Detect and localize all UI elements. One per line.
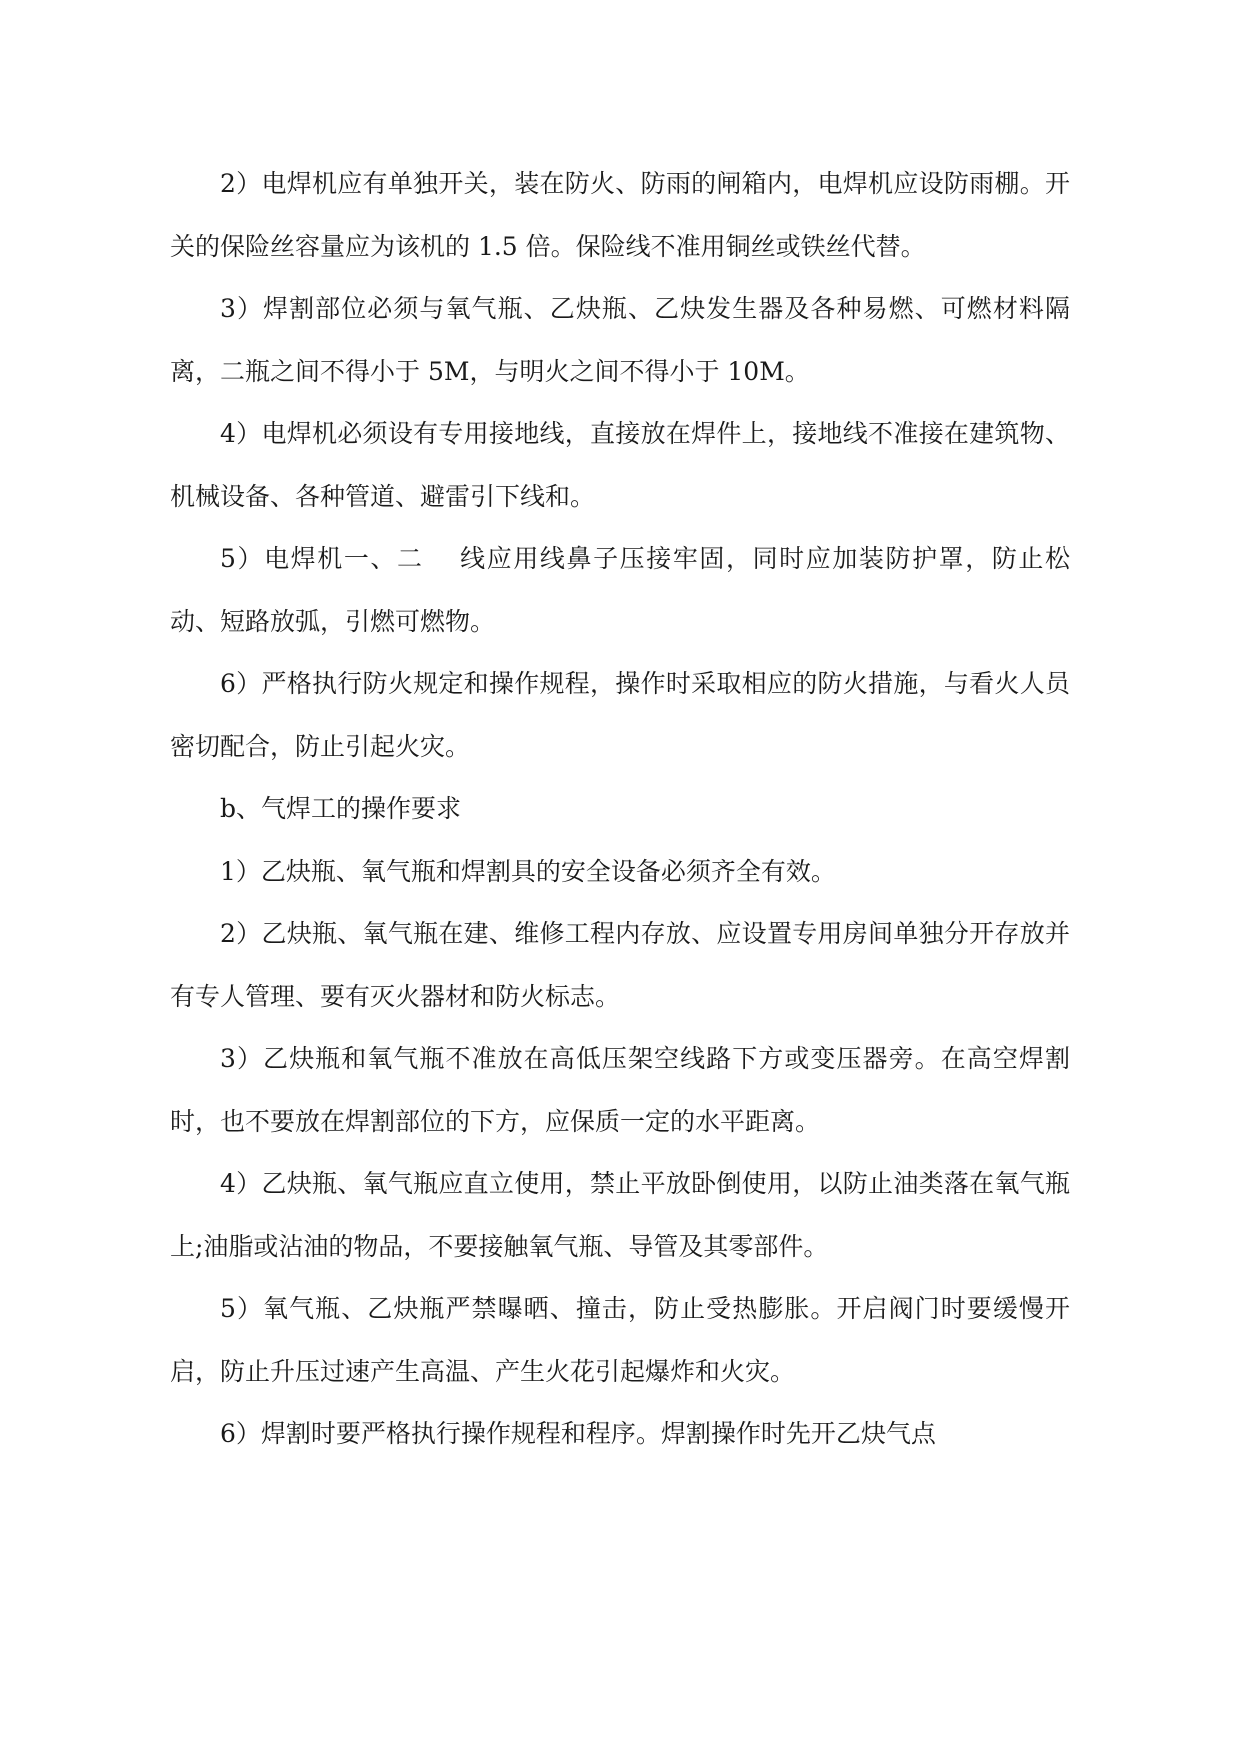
- paragraph-sun-impact: 5）氧气瓶、乙炔瓶严禁曝晒、撞击，防止受热膨胀。开启阀门时要缓慢开启，防止升压过速产生高温、产生火花引起爆炸和火灾。: [170, 1294, 1070, 1386]
- paragraph-isolation-distance: 3）焊割部位必须与氧气瓶、乙炔瓶、乙炔发生器及各种易燃、可燃材料隔离，二瓶之间不得小于 5M，与明火之间不得小于 10M。: [170, 294, 1070, 386]
- paragraph-operation-procedure: 6）焊割时要严格执行操作规程和程序。焊割操作时先开乙炔气点: [220, 1419, 936, 1448]
- section-heading-gas-welder: b、气焊工的操作要求: [220, 794, 462, 823]
- paragraph-fire-rules: 6）严格执行防火规定和操作规程，操作时采取相应的防火措施，与看火人员密切配合，防止引起火灾。: [170, 669, 1070, 761]
- paragraph-cylinder-placement: 3）乙炔瓶和氧气瓶不准放在高低压架空线路下方或变压器旁。在高空焊割时，也不要放在焊割部位的下方，应保质一定的水平距离。: [170, 1044, 1070, 1136]
- paragraph-wire-connection: [170, 528, 1070, 653]
- paragraph-wire-connection-part-b: 线应用线鼻子压接牢固，同时应加装防护罩，防止松动、短路放弧，引燃可燃物。: [170, 544, 1070, 636]
- paragraph-ground-wire: 4）电焊机必须设有专用接地线，直接放在焊件上，接地线不准接在建筑物、机械设备、各种管道、避雷引下线和。: [170, 419, 1070, 511]
- document-page: [170, 153, 1070, 1466]
- paragraph-welder-switch: 2）电焊机应有单独开关，装在防火、防雨的闸箱内，电焊机应设防雨棚。开关的保险丝容量应为该机的 1.5 倍。保险线不准用铜丝或铁丝代替。: [170, 169, 1070, 261]
- paragraph-cylinder-storage: 2）乙炔瓶、氧气瓶在建、维修工程内存放、应设置专用房间单独分开存放并有专人管理、要有灭火器材和防火标志。: [170, 919, 1070, 1011]
- paragraph-safety-equipment: 1）乙炔瓶、氧气瓶和焊割具的安全设备必须齐全有效。: [220, 856, 836, 886]
- paragraph-upright-use: 4）乙炔瓶、氧气瓶应直立使用，禁止平放卧倒使用，以防止油类落在氧气瓶上;油脂或沾油的物品，不要接触氧气瓶、导管及其零部件。: [170, 1169, 1070, 1261]
- paragraph-wire-connection-part-a: 5）电焊机一、二: [220, 544, 424, 573]
